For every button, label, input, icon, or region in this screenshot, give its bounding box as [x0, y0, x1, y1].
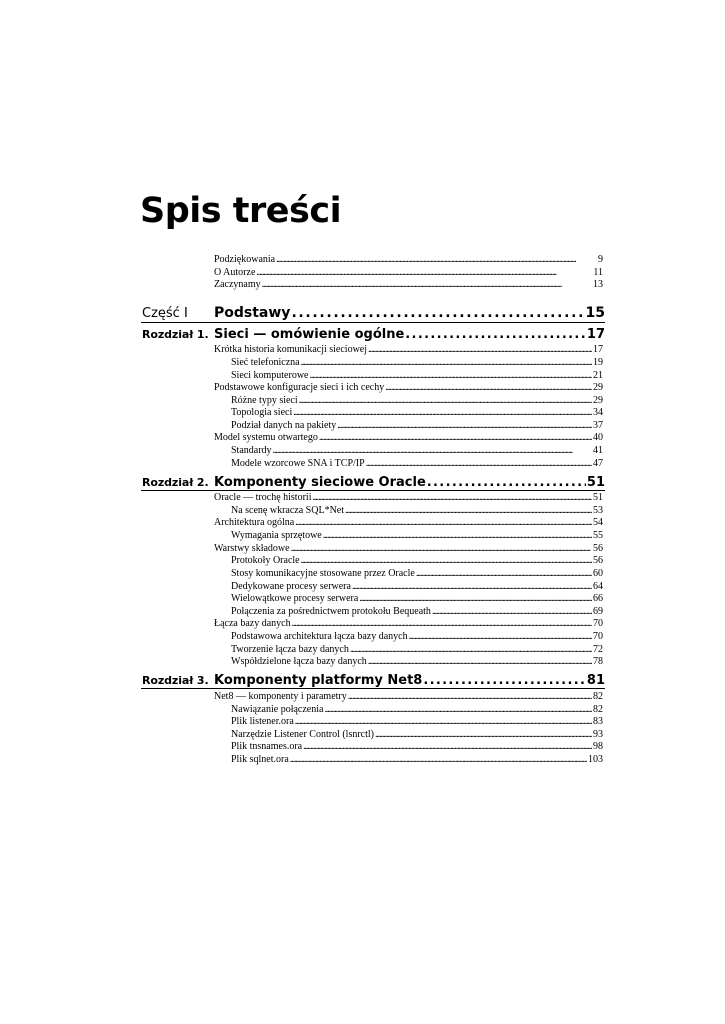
toc-entry[interactable] [231, 457, 603, 470]
toc-entry-label: Podział danych na pakiety [231, 420, 337, 431]
dot-leader [368, 343, 592, 356]
toc-entry-page: 40 [593, 432, 603, 443]
toc-entry-label: Wymagania sprzętowe [231, 530, 322, 541]
toc-entry-page: 72 [593, 644, 603, 655]
dot-leader [273, 444, 592, 457]
dot-leader [276, 253, 597, 266]
toc-entry-label: Sieć telefoniczna [231, 357, 300, 368]
toc-entry-label: Model systemu otwartego [214, 432, 318, 443]
toc-entry-page: 11 [593, 267, 603, 278]
toc-entry-label: Podziękowania [214, 254, 276, 265]
chapter-title: Komponenty platformy Net8 [214, 673, 423, 688]
toc-entry-label: Nawiązanie połączenia [231, 704, 324, 715]
toc-entry-page: 53 [593, 505, 603, 516]
toc-entry-page: 70 [593, 631, 603, 642]
dot-leader [368, 655, 592, 668]
chapter-page: 81 [586, 673, 605, 688]
dot-leader [303, 740, 592, 753]
toc-entry-label: Narzędzie Listener Control (lsnrctl) [231, 729, 374, 740]
toc-entry[interactable] [214, 516, 603, 529]
dot-leader [359, 592, 592, 605]
toc-entry[interactable] [214, 690, 603, 703]
toc-entry-page: 55 [593, 530, 603, 541]
toc-entry-label: Łącza bazy danych [214, 618, 291, 629]
dot-leader [292, 617, 592, 630]
toc-entry-label: Podstawowa architektura łącza bazy danych [231, 631, 408, 642]
toc-entry-page: 69 [593, 606, 603, 617]
dot-leader [312, 491, 592, 504]
toc-entry[interactable] [214, 381, 603, 394]
toc-entry[interactable] [214, 343, 603, 356]
toc-entry-label: Topologia sieci [231, 407, 293, 418]
toc-entry-label: Plik tnsnames.ora [231, 741, 303, 752]
toc-entry-page: 9 [598, 254, 603, 265]
toc-entry-page: 51 [593, 492, 603, 503]
dot-leader [319, 431, 592, 444]
dot-leader [385, 381, 592, 394]
toc-entry-page: 78 [593, 656, 603, 667]
dot-leader [262, 278, 592, 291]
toc-entry-page: 19 [593, 357, 603, 368]
toc-entry-page: 82 [593, 691, 603, 702]
dot-leader [366, 457, 592, 470]
chapter-page: 17 [586, 327, 605, 342]
dot-leader [301, 356, 592, 369]
toc-entry-label: Architektura ogólna [214, 517, 295, 528]
toc-entry-label: Różne typy sieci [231, 395, 298, 406]
divider [141, 688, 605, 689]
chapter-title: Komponenty sieciowe Oracle [214, 475, 426, 490]
toc-entry-label: Współdzielone łącza bazy danych [231, 656, 367, 667]
chapter-label: Rozdział 2. [142, 476, 209, 489]
dot-leader [323, 529, 592, 542]
toc-entry-label: Plik sqlnet.ora [231, 754, 289, 765]
toc-entry[interactable] [231, 567, 603, 580]
dot-leader [295, 715, 592, 728]
toc-entry-page: 56 [593, 555, 603, 566]
dot-leader [427, 474, 586, 491]
toc-entry-label: Podstawowe konfiguracje sieci i ich cechy [214, 382, 385, 393]
toc-entry-page: 37 [593, 420, 603, 431]
toc-entry-label: Sieci komputerowe [231, 370, 309, 381]
toc-entry-label: Oracle — trochę historii [214, 492, 312, 503]
toc-entry-page: 66 [593, 593, 603, 604]
dot-leader [405, 326, 586, 343]
toc-entry[interactable] [214, 617, 603, 630]
chapter-page: 51 [586, 475, 605, 490]
chapter-label: Rozdział 1. [142, 328, 209, 341]
page-title: Spis treści [140, 191, 342, 231]
toc-entry[interactable] [214, 491, 603, 504]
toc-entry[interactable] [231, 715, 603, 728]
toc-entry-page: 70 [593, 618, 603, 629]
dot-leader [348, 690, 592, 703]
toc-entry[interactable] [231, 356, 603, 369]
toc-entry-label: O Autorze [214, 267, 256, 278]
toc-entry-page: 34 [593, 407, 603, 418]
toc-entry-page: 13 [593, 279, 603, 290]
part-title: Podstawy [214, 305, 291, 321]
chapter-title: Sieci — omówienie ogólne [214, 327, 405, 342]
dot-leader [290, 753, 587, 766]
toc-entry[interactable] [231, 529, 603, 542]
dot-leader [409, 630, 592, 643]
toc-entry-label: Stosy komunikacyjne stosowane przez Oracle [231, 568, 415, 579]
part-label: Część I [142, 306, 188, 321]
part-page: 15 [585, 305, 605, 321]
toc-entry[interactable] [231, 630, 603, 643]
toc-entry-page: 103 [588, 754, 603, 765]
toc-entry-page: 82 [593, 704, 603, 715]
toc-entry-page: 98 [593, 741, 603, 752]
toc-entry-label: Protokoły Oracle [231, 555, 300, 566]
toc-entry-label: Modele wzorcowe SNA i TCP/IP [231, 458, 365, 469]
dot-leader [293, 406, 592, 419]
toc-entry-label: Dedykowane procesy serwera [231, 581, 351, 592]
chapter-heading[interactable] [214, 672, 605, 689]
divider [141, 322, 605, 323]
toc-entry[interactable] [231, 753, 603, 766]
toc-entry-page: 21 [593, 370, 603, 381]
toc-entry-page: 64 [593, 581, 603, 592]
toc-entry[interactable] [231, 655, 603, 668]
toc-entry-label: Standardy [231, 445, 272, 456]
toc-entry-label: Warstwy składowe [214, 543, 290, 554]
chapter-heading[interactable] [214, 474, 605, 491]
toc-entry-page: 17 [593, 344, 603, 355]
toc-entry-page: 83 [593, 716, 603, 727]
toc-entry-page: 60 [593, 568, 603, 579]
toc-entry-page: 56 [593, 543, 603, 554]
toc-entry-page: 47 [593, 458, 603, 469]
toc-entry-page: 93 [593, 729, 603, 740]
part-heading[interactable] [214, 305, 605, 322]
toc-entry[interactable] [231, 554, 603, 567]
dot-leader [301, 554, 592, 567]
toc-entry[interactable] [231, 740, 603, 753]
toc-entry-label: Krótka historia komunikacji sieciowej [214, 344, 368, 355]
toc-entry-label: Połączenia za pośrednictwem protokołu Bequeath [231, 606, 431, 617]
toc-entry-label: Tworzenie łącza bazy danych [231, 644, 349, 655]
toc-entry[interactable] [214, 431, 603, 444]
toc-entry[interactable] [214, 253, 603, 266]
chapter-label: Rozdział 3. [142, 674, 209, 687]
dot-leader [291, 305, 584, 322]
toc-entry-label: Na scenę wkracza SQL*Net [231, 505, 345, 516]
chapter-heading[interactable] [214, 326, 605, 343]
toc-entry[interactable] [231, 592, 603, 605]
dot-leader [423, 672, 586, 689]
dot-leader [295, 516, 592, 529]
toc-entry-page: 29 [593, 395, 603, 406]
toc-entry[interactable] [231, 406, 603, 419]
toc-entry-page: 54 [593, 517, 603, 528]
toc-entry-label: Plik listener.ora [231, 716, 294, 727]
toc-entry-page: 41 [593, 445, 603, 456]
toc-entry[interactable] [231, 444, 603, 457]
toc-entry-label: Net8 — komponenty i parametry [214, 691, 347, 702]
dot-leader [416, 567, 592, 580]
toc-entry-page: 29 [593, 382, 603, 393]
toc-entry-label: Wielowątkowe procesy serwera [231, 593, 359, 604]
toc-entry[interactable] [214, 278, 603, 291]
toc-entry-label: Zaczynamy [214, 279, 261, 290]
